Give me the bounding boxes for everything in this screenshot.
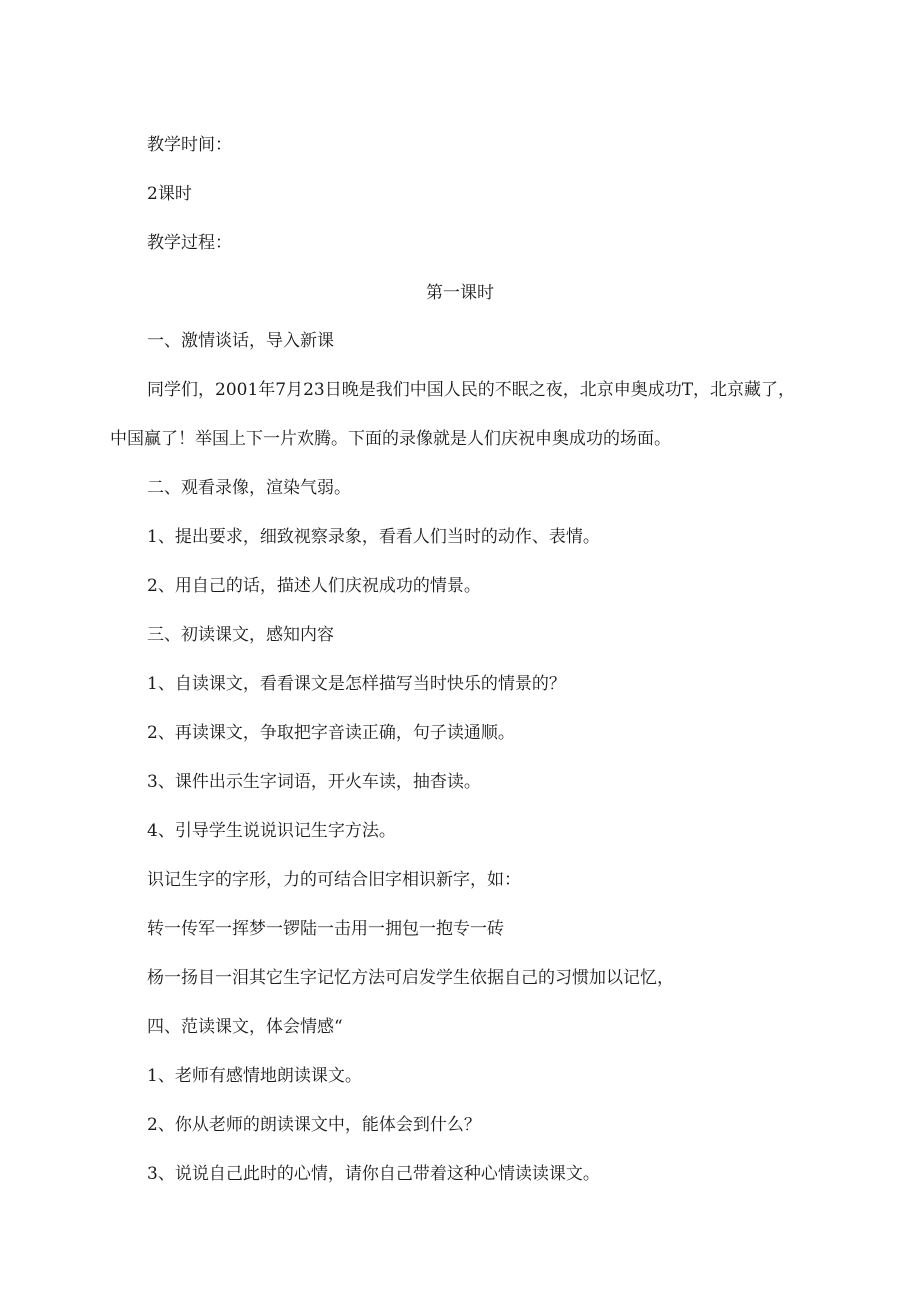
paragraph-character-form: 识记生字的字形，力的可结合旧字相识新字，如： bbox=[147, 870, 521, 890]
list-item-2-1: 1、提出要求，细致视察录象，看看人们当时的动作、表情。 bbox=[147, 527, 600, 547]
list-item-4-1: 1、老师有感情地朗读课文。 bbox=[147, 1066, 362, 1086]
list-item-3-3: 3、课件出示生字词语，开火车读，抽杳读。 bbox=[147, 772, 481, 792]
section-title-first-lesson: 第一课时 bbox=[426, 283, 494, 303]
list-item-2-2: 2、用自己的话，描述人们庆祝成功的情景。 bbox=[147, 576, 481, 596]
heading-step-2: 二、观看录像，渲染气弱。 bbox=[147, 478, 351, 498]
teaching-time-label: 教学时间： bbox=[147, 135, 232, 155]
teaching-time-value: 2课时 bbox=[147, 184, 192, 204]
heading-step-3: 三、初读课文，感知内容 bbox=[147, 625, 334, 645]
paragraph-intro-line-1: 同学们，2001年7月23日晚是我们中国人民的不眠之夜，北京申奥成功T，北京藏了， bbox=[147, 380, 796, 400]
paragraph-character-pairs-1: 转一传军一挥梦一锣陆一击用一拥包一抱专一砖 bbox=[147, 919, 504, 939]
teaching-process-label: 教学过程： bbox=[147, 233, 232, 253]
paragraph-intro-line-2: 中国赢了！举国上下一片欢腾。下面的录像就是人们庆祝申奥成功的场面。 bbox=[110, 429, 671, 449]
list-item-4-2: 2、你从老师的朗读课文中，能体会到什么？ bbox=[147, 1115, 481, 1135]
paragraph-character-pairs-2: 杨一扬目一泪其它生字记忆方法可启发学生依据自己的习惯加以记忆， bbox=[147, 968, 674, 988]
heading-step-4: 四、范读课文，体会情感“ bbox=[147, 1017, 343, 1037]
list-item-3-1: 1、自读课文，看看课文是怎样描写当时快乐的情景的？ bbox=[147, 674, 566, 694]
list-item-3-2: 2、再读课文，争取把字音读正确，句子读通顺。 bbox=[147, 723, 515, 743]
heading-step-1: 一、激情谈话，导入新课 bbox=[147, 331, 334, 351]
list-item-3-4: 4、引导学生说说识记生字方法。 bbox=[147, 821, 396, 841]
list-item-4-3: 3、说说自己此时的心情，请你自己带着这种心情读读课文。 bbox=[147, 1164, 600, 1184]
